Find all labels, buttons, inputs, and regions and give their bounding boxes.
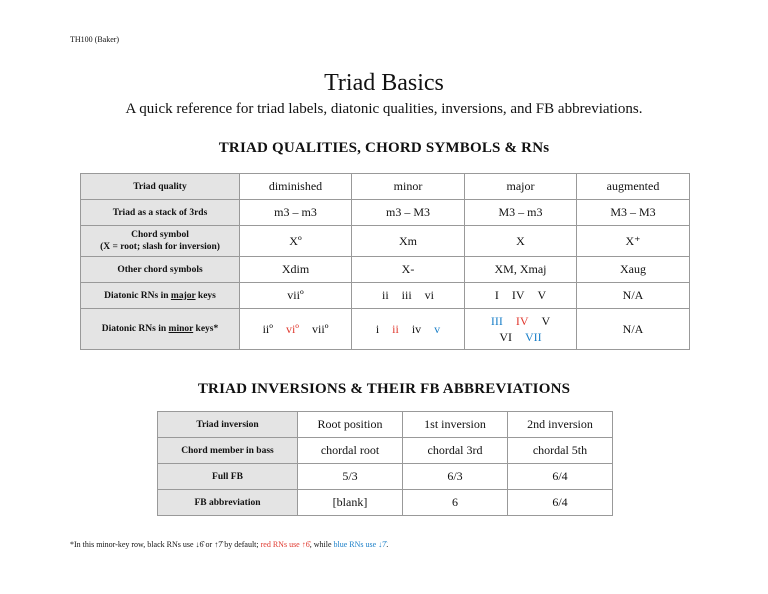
table-cell: Root position: [298, 412, 403, 438]
label-text: Diatonic RNs in: [101, 324, 169, 334]
row-label-stack: Triad as a stack of 3rds: [81, 200, 240, 226]
table-row: [158, 438, 613, 464]
table-row: [158, 464, 613, 490]
table-cell: [240, 309, 352, 350]
table-cell: [465, 283, 577, 309]
label-key: major: [170, 290, 196, 301]
table-row: [81, 200, 690, 226]
triad-qualities-table: [80, 173, 690, 350]
footnote-text: .: [386, 540, 389, 549]
table-cell: [blank]: [298, 490, 403, 516]
roman-numeral: VI: [499, 330, 512, 344]
footnote-blue-text: blue RNs use ↓7̂: [333, 540, 387, 549]
table-cell: N/A: [577, 309, 690, 350]
table-cell: Xaug: [577, 257, 690, 283]
table-row: [158, 412, 613, 438]
row-label-fb-abbrev: FB abbreviation: [158, 490, 298, 516]
roman-numeral: I: [494, 288, 499, 302]
roman-numeral-red: IV: [515, 314, 529, 328]
table-cell: 2nd inversion: [508, 412, 613, 438]
table-cell: [352, 283, 465, 309]
table-cell: 6/4: [508, 464, 613, 490]
table-cell: [352, 309, 465, 350]
rn-line: [465, 329, 576, 345]
roman-numeral: iiº: [262, 321, 273, 336]
table-cell: M3 – M3: [577, 200, 690, 226]
label-text: keys: [195, 290, 216, 301]
course-header: TH100 (Baker): [70, 35, 120, 44]
table-cell: diminished: [240, 174, 352, 200]
table-row: [81, 283, 690, 309]
page-subtitle: A quick reference for triad labels, diatonic qualities, inversions, and FB abbreviations.: [125, 101, 643, 117]
table-cell: [240, 283, 352, 309]
section-heading-qualities: TRIAD QUALITIES, CHORD SYMBOLS & RNs: [218, 140, 550, 156]
row-label-bass: Chord member in bass: [158, 438, 298, 464]
rn-line: [465, 313, 576, 329]
table-row: [81, 257, 690, 283]
roman-numeral: IV: [511, 288, 525, 302]
label-text: Diatonic RNs in: [104, 290, 171, 301]
roman-numeral: V: [541, 314, 551, 328]
row-label-minor-rn: [81, 309, 240, 350]
roman-numeral: vi: [424, 288, 435, 302]
table-cell: M3 – m3: [465, 200, 577, 226]
footnote-text: *In this minor-key row, black RNs use ↓6̂ or ↑7̂ by default;: [70, 540, 261, 549]
roman-numeral: iv: [411, 321, 422, 336]
row-label-inversion: Triad inversion: [158, 412, 298, 438]
table-cell: 1st inversion: [403, 412, 508, 438]
table-cell: m3 – M3: [352, 200, 465, 226]
table-cell: 6/4: [508, 490, 613, 516]
page-title: Triad Basics: [324, 70, 444, 96]
table-row: [81, 226, 690, 257]
table-cell: Xdim: [240, 257, 352, 283]
row-label-symbol: [81, 226, 240, 257]
table-cell: X-: [352, 257, 465, 283]
table-cell: augmented: [577, 174, 690, 200]
row-label-symbol-line1: Chord symbol: [131, 230, 189, 240]
table-cell: 6/3: [403, 464, 508, 490]
table-cell: Xm: [352, 226, 465, 257]
table-cell: chordal root: [298, 438, 403, 464]
row-label-symbol-line2: (X = root; slash for inversion): [100, 242, 220, 252]
roman-numeral-red: ii: [392, 321, 399, 336]
table-cell: chordal 3rd: [403, 438, 508, 464]
table-cell: XM, Xmaj: [465, 257, 577, 283]
table-row: [81, 174, 690, 200]
footnote: [70, 540, 388, 549]
row-label-major-rn: [81, 283, 240, 309]
table-cell: N/A: [577, 283, 690, 309]
roman-numeral-blue: v: [434, 321, 441, 336]
roman-numeral: i: [375, 321, 380, 336]
table-cell: [465, 309, 577, 350]
row-label-quality: Triad quality: [81, 174, 240, 200]
row-label-full-fb: Full FB: [158, 464, 298, 490]
table-cell: Xº: [240, 226, 352, 257]
table-cell: 5/3: [298, 464, 403, 490]
table-cell: 6: [403, 490, 508, 516]
table-row: [81, 309, 690, 350]
label-text: keys*: [193, 324, 219, 334]
footnote-red-text: red RNs use ↑6̂: [260, 540, 310, 549]
table-cell: X⁺: [577, 226, 690, 257]
roman-numeral-blue: III: [490, 314, 503, 328]
roman-numeral-blue: VII: [525, 330, 542, 344]
triad-inversions-table: [157, 411, 613, 516]
roman-numeral: ii: [381, 288, 389, 302]
roman-numeral: viiº: [287, 288, 304, 302]
table-cell: m3 – m3: [240, 200, 352, 226]
section-heading-inversions: TRIAD INVERSIONS & THEIR FB ABBREVIATIONS: [197, 381, 571, 397]
row-label-other: Other chord symbols: [81, 257, 240, 283]
roman-numeral: iii: [401, 288, 412, 302]
label-key: minor: [168, 324, 194, 334]
roman-numeral: V: [537, 288, 547, 302]
table-cell: minor: [352, 174, 465, 200]
table-cell: X: [465, 226, 577, 257]
footnote-text: , while: [309, 540, 334, 549]
table-cell: major: [465, 174, 577, 200]
table-cell: chordal 5th: [508, 438, 613, 464]
roman-numeral: viiº: [312, 321, 329, 336]
roman-numeral-red: viº: [285, 321, 300, 336]
table-row: [158, 490, 613, 516]
